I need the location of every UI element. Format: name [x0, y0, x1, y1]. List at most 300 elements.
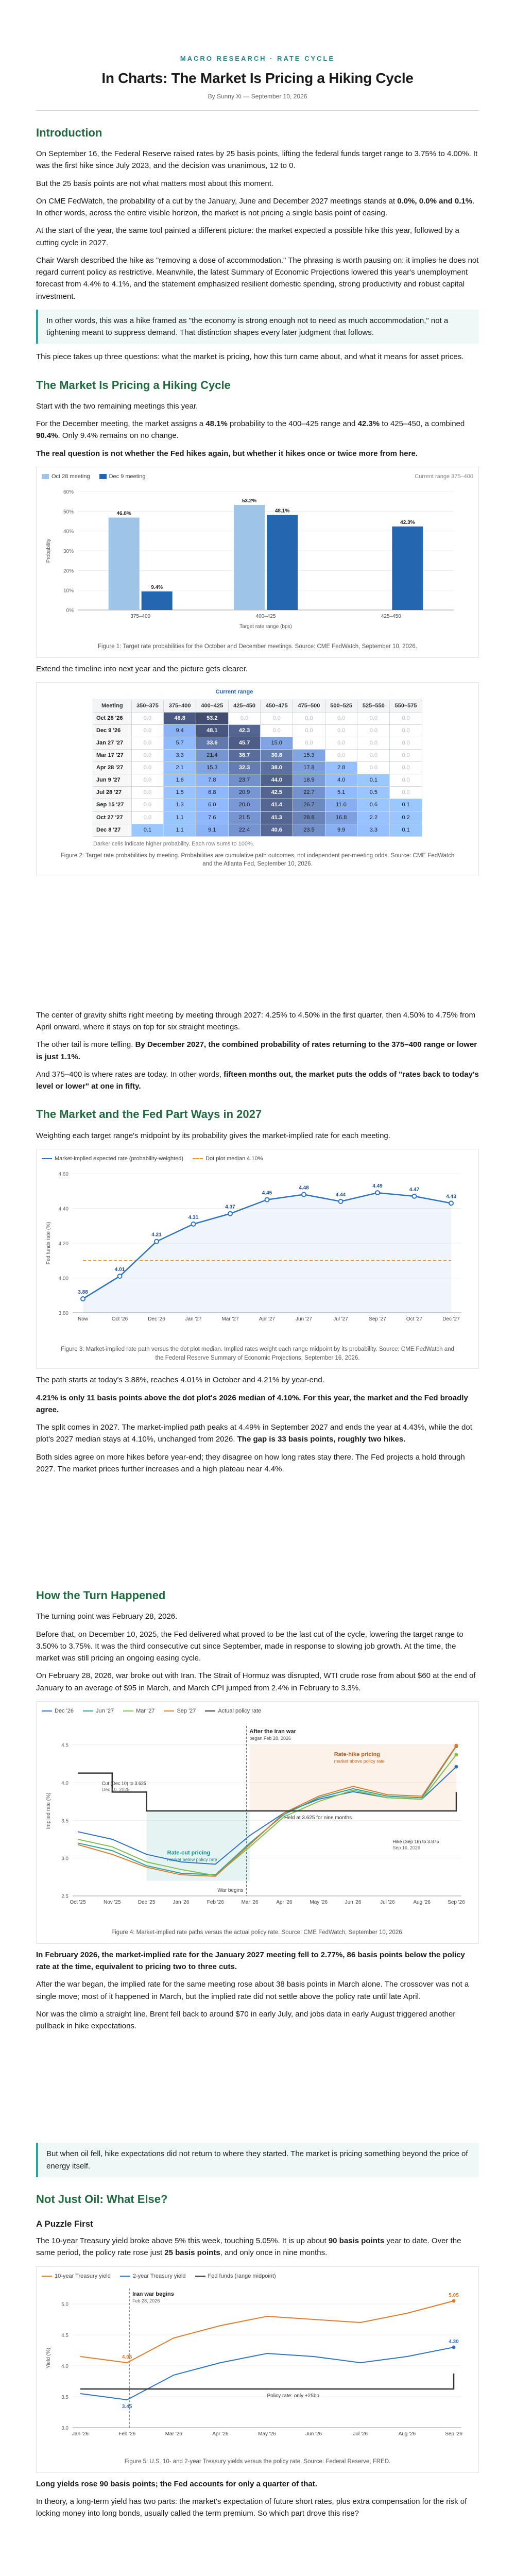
x-tick-label: Dec '27	[442, 1316, 460, 1322]
table-cell: 21.4	[196, 750, 228, 762]
article-column	[36, 54, 479, 2519]
whitespace	[36, 880, 479, 1009]
table-cell: 0.6	[357, 799, 390, 811]
table-cell: 0.0	[131, 811, 164, 824]
data-label: 4.01	[114, 1267, 125, 1273]
sec3-paragraph-1: The turning point was February 28, 2026.	[36, 1612, 178, 1621]
data-label: 4.31	[188, 1214, 199, 1221]
legend-item	[205, 1707, 261, 1716]
y-tick-label: 4.0	[61, 2363, 68, 2369]
table-cell: 0.0	[390, 713, 422, 725]
table-cell: 45.7	[228, 737, 261, 750]
annotation: Cut (Dec 10) to 3.625	[101, 1781, 146, 1786]
table-cell: 0.0	[293, 713, 325, 725]
byline: By Sunny Xi — September 10, 2026	[208, 92, 307, 100]
legend-line	[164, 1710, 174, 1711]
table-row	[93, 774, 422, 787]
data-point	[118, 1274, 122, 1278]
figure-4	[36, 1701, 479, 1944]
table-cell: 38.0	[261, 762, 293, 774]
table-cell: 0.0	[293, 737, 325, 750]
x-tick-label: Sep '26	[448, 1899, 465, 1905]
table-cell: 0.0	[325, 725, 357, 737]
table-cell: 0.0	[131, 762, 164, 774]
figure-caption: Figure 3: Market-implied rate path versus the dot plot median. Implied rates weight each range midpoint by its probability. Source: CME FedWatch and the Federal Reserve Summary of Economic Projections, September 16, 2026.	[61, 1346, 454, 1361]
x-tick-label: Apr '26	[212, 2431, 229, 2437]
figure-caption: Figure 1: Target rate probabilities for the October and December meetings. Source: CME FedWatch, September 10, 2026.	[97, 643, 418, 650]
table-row	[93, 787, 422, 799]
row-label: Jul 28 '27	[93, 787, 132, 799]
sec1-paragraph-3	[36, 448, 479, 460]
legend-item	[83, 1707, 114, 1716]
y-tick-label: 5.0	[61, 2301, 68, 2308]
sec2-paragraph-1: Weighting each target range's midpoint by its probability gives the market-implied rate for each meeting.	[36, 1131, 390, 1140]
text-run: . Only 9.4% remains on no change.	[58, 431, 179, 440]
section-heading-hiking: The Market Is Pricing a Hiking Cycle	[36, 378, 231, 392]
annotation: Feb 28, 2026	[132, 2298, 160, 2303]
data-point	[455, 1743, 458, 1747]
table-cell: 2.1	[164, 762, 196, 774]
bar	[234, 505, 265, 610]
y-axis-label: Probability	[46, 538, 52, 563]
table-note: Darker cells indicate higher probability. Each row sums to 100%.	[93, 840, 254, 847]
table-cell: 5.7	[164, 737, 196, 750]
sec3-paragraph-2: Before that, on December 10, 2025, the Fed delivered what proved to be the last cut of the cycle, lowering the target range to 3.50% to 3.75%. It was the third consecutive cut since September, made in response to slowing job growth. At the time, the market was still pricing an ongoing easing cycle.	[36, 1630, 464, 1663]
table-cell: 0.1	[390, 799, 422, 811]
bar	[267, 515, 298, 609]
table-cell: 15.3	[293, 750, 325, 762]
data-label: 4.47	[409, 1187, 420, 1193]
row-label: Dec 8 '27	[93, 824, 132, 836]
annotation: Hike (Sep 16) to 3.875	[392, 1839, 439, 1844]
table-cell: 44.0	[261, 774, 293, 787]
data-point	[449, 1201, 453, 1205]
series-line	[80, 2347, 454, 2400]
data-label: 53.2%	[242, 498, 257, 504]
text-run: probability to the 400–425 range and	[227, 419, 358, 429]
callout-note: But when oil fell, hike expectations did not return to where they started. The market is pricing something beyond the price of energy itself.	[36, 2143, 479, 2177]
chart-legend	[42, 1707, 473, 1716]
table-cell: 0.1	[357, 774, 390, 787]
sec1-paragraph-1: Start with the two remaining meetings this year.	[36, 401, 198, 411]
text-run: to 425–450, a combined	[380, 419, 465, 429]
table-cell: 0.0	[357, 762, 390, 774]
table-cell: 7.8	[196, 774, 228, 787]
table-cell: 23.7	[228, 774, 261, 787]
table-cell: 0.0	[325, 713, 357, 725]
emphasis: 48.1%	[205, 419, 228, 429]
table-row	[93, 762, 422, 774]
emphasis: 4.21% is only 11 basis points above the dot plot's 2026 median of 4.10%. For this year, the market and the Fed broadly agree.	[36, 1393, 468, 1414]
table-cell: 0.0	[357, 713, 390, 725]
legend-item	[99, 472, 146, 481]
table-cell: 0.0	[261, 713, 293, 725]
table-cell: 0.0	[131, 737, 164, 750]
legend-line	[195, 2276, 205, 2277]
y-tick-label: 3.5	[61, 2394, 68, 2400]
x-tick-label: Aug '26	[413, 1899, 431, 1905]
chart-legend	[42, 472, 473, 481]
table-cell: 1.1	[164, 824, 196, 836]
row-label: Apr 28 '27	[93, 762, 132, 774]
column-header: Meeting	[93, 700, 132, 713]
x-tick-label: May '26	[258, 2431, 276, 2437]
legend-item	[42, 1707, 74, 1716]
row-label: Oct 28 '26	[93, 713, 132, 725]
table-cell: 0.0	[261, 725, 293, 737]
kicker: MACRO RESEARCH · RATE CYCLE	[180, 55, 335, 62]
x-tick-label: May '26	[310, 1899, 328, 1905]
data-point	[302, 1192, 306, 1196]
x-tick-label: Now	[77, 1316, 89, 1322]
legend-label: Dot plot median 4.10%	[205, 1155, 263, 1162]
data-label: 4.21	[151, 1232, 162, 1238]
y-tick-label: 4.20	[58, 1241, 68, 1247]
data-label: 4.43	[446, 1194, 456, 1200]
table-row	[93, 811, 422, 824]
line-chart-5	[42, 2281, 472, 2451]
annotation: market below policy rate	[167, 1857, 217, 1862]
table-cell: 3.3	[357, 824, 390, 836]
data-label: 4.37	[225, 1204, 235, 1210]
column-header: 350–375	[131, 700, 164, 713]
table-cell: 6.8	[196, 787, 228, 799]
column-header: 525–550	[357, 700, 390, 713]
table-cell: 0.0	[390, 750, 422, 762]
table-cell: 46.8	[164, 713, 196, 725]
legend-item	[123, 1707, 154, 1716]
table-cell: 15.3	[196, 762, 228, 774]
annotation: began Feb 28, 2026	[249, 1735, 291, 1741]
y-axis-label: Yield (%)	[46, 2347, 52, 2368]
x-tick-label: Mar '26	[241, 1899, 259, 1905]
legend-line	[193, 1158, 203, 1159]
line-chart-3	[42, 1163, 472, 1338]
legend-swatch	[99, 474, 107, 479]
y-tick-label: 3.0	[61, 1856, 68, 1862]
x-tick-label: Dec '25	[138, 1899, 156, 1905]
annotation: Sep 16, 2026	[392, 1845, 420, 1851]
table-cell: 0.0	[131, 725, 164, 737]
data-label: 4.30	[449, 2338, 459, 2345]
y-tick-label: 4.40	[58, 1206, 68, 1212]
table-row	[93, 713, 422, 725]
figure-caption: Figure 2: Target rate probabilities by meeting. Probabilities are cumulative path outcomes, not independent per-meeting odds. Source: CME FedWatch and the Atlanta Fed, September 10, 2026.	[60, 852, 455, 868]
table-cell: 42.5	[261, 787, 293, 799]
table-cell: 0.0	[390, 762, 422, 774]
data-label: 5.05	[449, 2292, 459, 2298]
data-point	[375, 1191, 380, 1195]
x-tick-label: Jun '27	[296, 1316, 312, 1322]
table-cell: 20.9	[228, 787, 261, 799]
annotation: market above policy rate	[334, 1758, 385, 1764]
x-tick-label: Jul '26	[380, 1899, 395, 1905]
row-label: Mar 17 '27	[93, 750, 132, 762]
x-tick-label: Feb '26	[118, 2431, 136, 2437]
data-label: 4.45	[262, 1190, 272, 1196]
x-tick-label: Jan '26	[72, 2431, 89, 2437]
callout-note: In other words, this was a hike framed as "the economy is strong enough not to need as much accommodation," not a tightening meant to suppress demand. That distinction shapes every later judgment that follows.	[36, 310, 479, 344]
x-tick-label: Oct '27	[406, 1316, 423, 1322]
data-label: 4.05	[122, 2354, 132, 2360]
legend-item	[193, 1155, 263, 1163]
legend-label: Oct 28 meeting	[52, 473, 90, 480]
annotation: After the Iran war	[249, 1728, 296, 1735]
annotation: War begins	[217, 1887, 244, 1893]
fig2-intro: Extend the timeline into next year and the picture gets clearer.	[36, 664, 248, 673]
table-cell: 33.6	[196, 737, 228, 750]
figure-2	[36, 682, 479, 875]
table-cell: 0.0	[325, 750, 357, 762]
data-point	[452, 2345, 456, 2349]
legend-line	[83, 1710, 93, 1711]
annotation: Dec 10, 2025	[101, 1787, 130, 1792]
bar	[109, 517, 140, 609]
subheading-puzzle: A Puzzle First	[36, 2218, 93, 2229]
table-cell: 9.1	[196, 824, 228, 836]
x-tick-label: Jun '26	[345, 1899, 362, 1905]
x-tick-label: Jan '27	[185, 1316, 202, 1322]
probability-table	[93, 700, 422, 837]
data-point	[413, 1194, 417, 1198]
table-cell: 0.0	[357, 750, 390, 762]
table-cell: 0.1	[131, 824, 164, 836]
table-cell: 22.4	[228, 824, 261, 836]
data-label: 48.1%	[274, 508, 290, 514]
legend-label: 2-year Treasury yield	[132, 2273, 186, 2279]
x-tick-label: 425–450	[381, 613, 401, 619]
table-cell: 41.3	[261, 811, 293, 824]
table-cell: 0.0	[390, 787, 422, 799]
data-label: 4.48	[299, 1185, 309, 1191]
table-cell: 0.0	[325, 737, 357, 750]
column-header: 425–450	[228, 700, 261, 713]
table-cell: 22.7	[293, 787, 325, 799]
legend-line	[123, 1710, 133, 1711]
table-cell: 0.0	[131, 774, 164, 787]
line-chart-4	[42, 1716, 472, 1922]
table-cell: 11.0	[325, 799, 357, 811]
x-tick-label: Aug '26	[398, 2431, 416, 2437]
legend-line	[205, 1710, 215, 1711]
article-page	[0, 54, 515, 2556]
chart-legend	[42, 1155, 473, 1163]
table-cell: 0.5	[357, 787, 390, 799]
section-heading-intro: Introduction	[36, 126, 102, 140]
y-tick-label: 0%	[66, 607, 74, 614]
legend-label: Market-implied expected rate (probability-weighted)	[55, 1155, 184, 1162]
table-cell: 2.2	[357, 811, 390, 824]
table-cell: 40.6	[261, 824, 293, 836]
table-cell: 38.7	[228, 750, 261, 762]
table-cell: 0.0	[131, 787, 164, 799]
table-cell: 0.0	[390, 737, 422, 750]
table-cell: 9.4	[164, 725, 196, 737]
sec1b-paragraph-2	[36, 1039, 479, 1063]
text-run: . In other words, across the entire visible horizon, the market is not pricing a single basis point of easing.	[36, 196, 475, 218]
emphasis: The real question is not whether the Fed hikes again, but whether it hikes once or twice more from here.	[36, 449, 418, 458]
sec4-paragraph-3: In theory, a long-term yield has two parts: the market's expectation of future short rates, plus extra compensation for the risk of locking money into long bonds, usually called the term premium. So which part drove this rise?	[36, 2497, 467, 2518]
annotation: Policy rate: only +25bp	[267, 2393, 319, 2399]
whitespace	[36, 1481, 479, 1573]
x-tick-label: Oct '25	[70, 1899, 86, 1905]
bar-chart-1	[42, 481, 472, 636]
x-tick-label: Oct '26	[111, 1316, 128, 1322]
y-tick-label: 3.80	[58, 1310, 68, 1316]
table-cell: 0.1	[390, 824, 422, 836]
section-heading-not-oil: Not Just Oil: What Else?	[36, 2192, 168, 2206]
row-label: Jan 27 '27	[93, 737, 132, 750]
column-header: 500–525	[325, 700, 357, 713]
column-header: 475–500	[293, 700, 325, 713]
section-heading-split: The Market and the Fed Part Ways in 2027	[36, 1108, 262, 1121]
annotation: Held at 3.625 for nine months	[284, 1815, 352, 1821]
annotation: Rate-cut pricing	[167, 1850, 211, 1856]
legend-label: Current range 375–400	[415, 473, 473, 480]
legend-swatch	[42, 474, 49, 479]
table-cell: 1.6	[164, 774, 196, 787]
table-cell: 0.0	[357, 737, 390, 750]
table-cell: 48.1	[196, 725, 228, 737]
table-row	[93, 737, 422, 750]
x-tick-label: Feb '26	[207, 1899, 224, 1905]
y-tick-label: 40%	[63, 529, 74, 535]
legend-line	[42, 1710, 52, 1711]
sec3-paragraph-3: On February 28, 2026, war broke out with Iran. The Strait of Hormuz was disrupted, WTI crude rose from about $60 at the end of January to an average of $95 in March, and March CPI jumped from 2.4% in February to 3.3%.	[36, 1671, 476, 1692]
table-cell: 21.5	[228, 811, 261, 824]
emphasis: By December 2027, the combined probability of rates returning to the 375–400 range or lower is just 1.1%.	[36, 1040, 477, 1061]
table-cell: 26.7	[293, 799, 325, 811]
emphasis: 90 basis points	[328, 2236, 385, 2246]
text-run: The 10-year Treasury yield broke above 5% this week, touching 5.05%. It is up about	[36, 2236, 329, 2246]
intro-paragraph-2: But the 25 basis points are not what matters most about this moment.	[36, 179, 274, 188]
legend-label: Dec '26	[55, 1707, 74, 1714]
row-label: Dec 9 '26	[93, 725, 132, 737]
data-point	[265, 1198, 269, 1202]
y-tick-label: 4.5	[61, 1742, 68, 1749]
legend-line	[42, 2276, 52, 2277]
legend-label: Mar '27	[136, 1707, 155, 1714]
column-header: 400–425	[196, 700, 228, 713]
whitespace	[36, 2038, 479, 2136]
table-cell: 0.0	[293, 725, 325, 737]
intro-paragraph-4: At the start of the year, the same tool painted a different picture: the market expected a possible hike this year, followed by a cutting cycle in 2027.	[36, 226, 459, 247]
data-label: 46.8%	[116, 511, 131, 517]
table-cell: 28.8	[293, 811, 325, 824]
table-cell: 2.8	[325, 762, 357, 774]
legend-item	[42, 2272, 111, 2281]
emphasis: Long yields rose 90 basis points; the Fed accounts for only a quarter of that.	[36, 2479, 317, 2488]
sec3-paragraph-6: Nor was the climb a straight line. Brent fell back to around $70 in early July, and jobs data in early August triggered another pullback in hike expectations.	[36, 2009, 456, 2031]
table-cell: 0.0	[390, 725, 422, 737]
x-tick-label: Jun '26	[305, 2431, 322, 2437]
table-row	[93, 725, 422, 737]
data-label: 9.4%	[151, 584, 163, 590]
table-cell: 17.8	[293, 762, 325, 774]
column-header: 450–475	[261, 700, 293, 713]
y-tick-label: 4.0	[61, 1780, 68, 1786]
table-header-row	[93, 700, 422, 713]
intro-paragraph-5: Chair Warsh described the hike as "removing a dose of accommodation." The phrasing is worth pausing on: it implies he does not regard current policy as restrictive. Meanwhile, the latest Summary of Economic Projections lowered this year's unemployment forecast from 4.4% to 4.1%, and the statement emphasized resilient domestic spending, strong productivity and robust capital investment.	[36, 256, 479, 301]
legend-item	[42, 1155, 183, 1163]
sec2-paragraph-4	[36, 1421, 479, 1446]
legend-label: 10-year Treasury yield	[55, 2273, 111, 2279]
intro-paragraph-3	[36, 195, 479, 219]
legend-item	[195, 2272, 276, 2281]
table-row	[93, 824, 422, 836]
emphasis: fifteen months out, the market puts the odds of "rates back to today's level or lower" at one in fifty.	[36, 1070, 479, 1091]
legend-label: Jun '27	[95, 1707, 114, 1714]
sec2-paragraph-3	[36, 1392, 479, 1416]
text-run: year to date. Over the same period, the policy rate rose just	[36, 2236, 461, 2258]
figure-5	[36, 2266, 479, 2473]
y-tick-label: 2.5	[61, 1893, 68, 1900]
legend-line	[42, 1158, 52, 1159]
annotation: Rate-hike pricing	[334, 1751, 380, 1758]
sec4-paragraph-1	[36, 2235, 479, 2259]
data-point	[455, 1753, 458, 1756]
sec3-paragraph-4	[36, 1949, 479, 1973]
text-run: And 375–400 is where rates are today. In other words,	[36, 1070, 224, 1079]
chart-legend	[42, 2272, 473, 2281]
x-tick-label: Mar '27	[221, 1316, 239, 1322]
table-cell: 0.0	[357, 725, 390, 737]
x-tick-label: Apr '27	[259, 1316, 276, 1322]
x-tick-label: Sep '27	[369, 1316, 386, 1322]
sec4-paragraph-2	[36, 2478, 479, 2490]
table-cell: 1.3	[164, 799, 196, 811]
legend-label: Fed funds (range midpoint)	[208, 2273, 276, 2279]
y-tick-label: 3.0	[61, 2425, 68, 2431]
emphasis: 0.0%, 0.0% and 0.1%	[397, 196, 473, 206]
table-cell: 0.0	[131, 799, 164, 811]
column-header: 550–575	[390, 700, 422, 713]
y-tick-label: 60%	[63, 489, 74, 495]
data-label: 4.44	[335, 1192, 346, 1198]
figure-1	[36, 467, 479, 658]
page-title: In Charts: The Market Is Pricing a Hiking Cycle	[101, 70, 414, 87]
table-cell: 20.0	[228, 799, 261, 811]
bar	[392, 527, 423, 610]
row-label: Oct 27 '27	[93, 811, 132, 824]
x-tick-label: Dec '26	[148, 1316, 165, 1322]
data-label: 3.88	[78, 1289, 88, 1295]
series-line-fed-funds	[80, 2374, 454, 2389]
table-cell: 0.0	[131, 713, 164, 725]
table-cell: 0.0	[131, 750, 164, 762]
annotation: Iran war begins	[132, 2291, 174, 2297]
table-cell: 0.0	[228, 713, 261, 725]
sec2-paragraph-5: Both sides agree on more hikes before year-end; they disagree on how long rates stay there. The Fed projects a hold through 2027. The market prices further increases and a high plateau near 4.4%.	[36, 1452, 465, 1473]
legend-label: Actual policy rate	[218, 1707, 262, 1714]
table-cell: 32.3	[228, 762, 261, 774]
table-cell: 1.1	[164, 811, 196, 824]
table-cell: 16.8	[325, 811, 357, 824]
x-tick-label: Apr '26	[276, 1899, 293, 1905]
x-axis-label: Target rate range (bps)	[239, 623, 292, 630]
emphasis: 90.4%	[36, 431, 58, 440]
y-tick-label: 4.5	[61, 2332, 68, 2338]
table-cell: 6.0	[196, 799, 228, 811]
data-point	[339, 1199, 343, 1204]
table-cell: 53.2	[196, 713, 228, 725]
sec1-paragraph-2	[36, 418, 479, 442]
current-range-label: Current range	[215, 689, 253, 696]
x-tick-label: Jul '27	[333, 1316, 348, 1322]
figure-caption: Figure 4: Market-implied rate paths versus the actual policy rate. Source: CME FedWatch, September 10, 2026.	[111, 1929, 404, 1936]
text-run: The other tail is more telling.	[36, 1040, 135, 1049]
table-cell: 4.0	[325, 774, 357, 787]
